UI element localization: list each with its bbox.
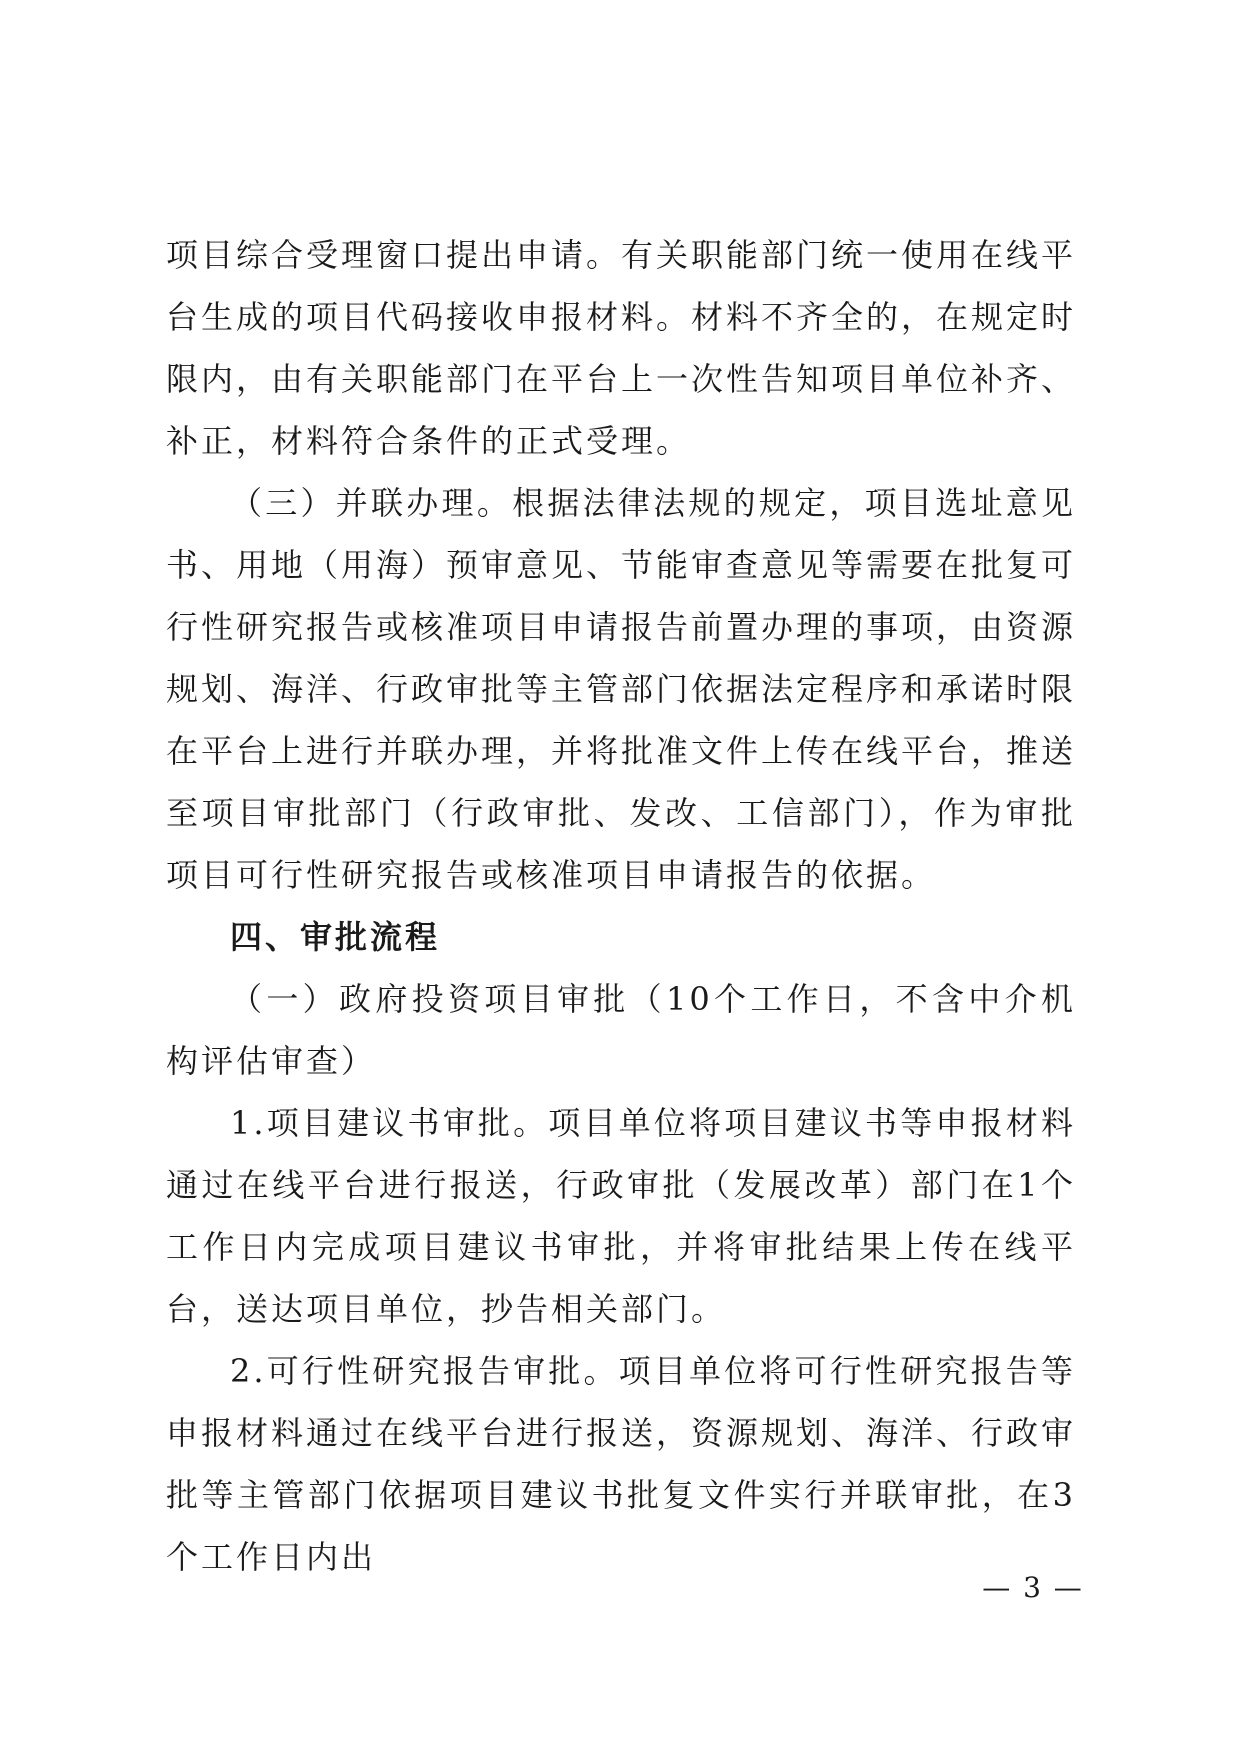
paragraph-parallel-processing: （三）并联办理。根据法律法规的规定，项目选址意见书、用地（用海）预审意见、节能审查意见等需要在批复可行性研究报告或核准项目申请报告前置办理的事项，由资源规划、海洋、行政审批等主管部门依据法定程序和承诺时限在平台上进行并联办理，并将批准文件上传在线平台，推送至项目审批部门（行政审批、发改、工信部门），作为审批项目可行性研究报告或核准项目申请报告的依据。 bbox=[166, 484, 1077, 894]
paragraph-acceptance: 项目综合受理窗口提出申请。有关职能部门统一使用在线平台生成的项目代码接收申报材料。材料不齐全的，在规定时限内，由有关职能部门在平台上一次性告知项目单位补齐、补正，材料符合条件的正式受理。 bbox=[166, 236, 1077, 460]
paragraph-proposal-approval: 1.项目建议书审批。项目单位将项目建议书等申报材料通过在线平台进行报送，行政审批（发展改革）部门在1个工作日内完成项目建议书审批，并将审批结果上传在线平台，送达项目单位，抄告相关部门。 bbox=[166, 1104, 1076, 1328]
section-heading-approval-process: 四、审批流程 bbox=[230, 918, 441, 956]
paragraph-feasibility-approval: 2.可行性研究报告审批。项目单位将可行性研究报告等申报材料通过在线平台进行报送，资源规划、海洋、行政审批等主管部门依据项目建议书批复文件实行并联审批，在3个工作日内出 bbox=[166, 1352, 1077, 1576]
document-body bbox=[166, 224, 1076, 1588]
subheading-government-investment: （一）政府投资项目审批（10个工作日，不含中介机构评估审查） bbox=[166, 980, 1076, 1080]
page-number: — 3 — bbox=[982, 1571, 1084, 1604]
